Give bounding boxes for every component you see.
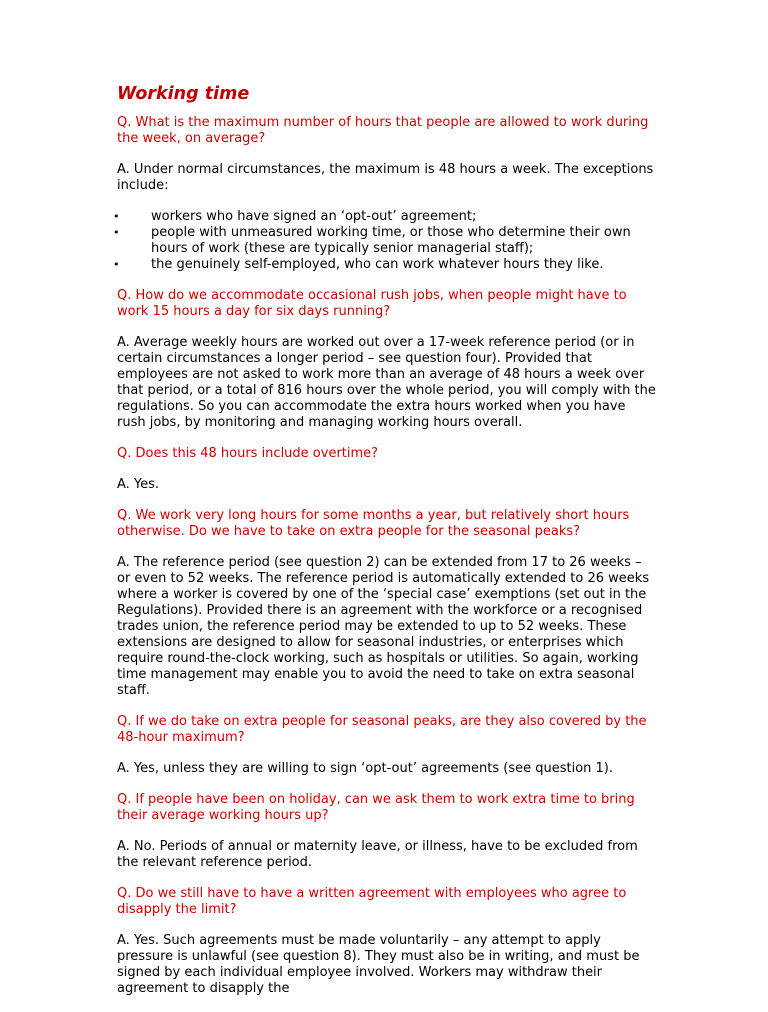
- question-5: Q. If we do take on extra people for seasonal peaks, are they also covered by the 48-hour maximum?: [117, 714, 647, 745]
- question-1: Q. What is the maximum number of hours that people are allowed to work during the week, on average?: [117, 115, 649, 146]
- list-item: • the genuinely self-employed, who can work whatever hours they like.: [117, 257, 657, 273]
- question-3: Q. Does this 48 hours include overtime?: [117, 446, 379, 461]
- document-title: Working time: [117, 84, 250, 104]
- question-2: Q. How do we accommodate occasional rush jobs, when people might have to work 15 hours a day for six days running?: [117, 288, 627, 319]
- answer-6: A. No. Periods of annual or maternity leave, or illness, have to be excluded from the relevant reference period.: [117, 839, 638, 870]
- answer-2: A. Average weekly hours are worked out over a 17-week reference period (or in certain circumstances a longer period – see question four). Provided that employees are not asked to work more than an average of 48 hours a week over that period, or a total of 816 hours over the whole period, you will comply with the regulations. So you can accommodate the extra hours worked when you have rush jobs, by monitoring and managing working hours overall.: [117, 335, 656, 430]
- question-6: Q. If people have been on holiday, can we ask them to work extra time to bring their average working hours up?: [117, 792, 635, 823]
- question-7: Q. Do we still have to have a written agreement with employees who agree to disapply the limit?: [117, 886, 627, 917]
- answer-3: A. Yes.: [117, 477, 160, 492]
- question-4: Q. We work very long hours for some months a year, but relatively short hours otherwise. Do we have to take on extra people for the seasonal peaks?: [117, 508, 630, 539]
- document-page: [117, 83, 657, 1012]
- answer-4: A. The reference period (see question 2) can be extended from 17 to 26 weeks – or even to 52 weeks. The reference period is automatically extended to 26 weeks where a worker is covered by one of the ‘special case’ exemptions (set out in the Regulations). Provided there is an agreement with the workforce or a recognised trades union, the reference period may be extended to up to 52 weeks. These extensions are designed to allow for seasonal industries, or enterprises which require round-the-clock working, such as hospitals or utilities. So again, working time management may enable you to avoid the need to take on extra seasonal staff.: [117, 555, 650, 698]
- list-item: • workers who have signed an ‘opt-out’ agreement;: [117, 209, 657, 225]
- answer-1: A. Under normal circumstances, the maximum is 48 hours a week. The exceptions include:: [117, 162, 654, 193]
- exceptions-list: [117, 209, 657, 273]
- list-item: • people with unmeasured working time, or those who determine their own hours of work (these are typically senior managerial staff);: [117, 225, 657, 257]
- answer-5: A. Yes, unless they are willing to sign ‘opt-out’ agreements (see question 1).: [117, 761, 613, 776]
- answer-7: A. Yes. Such agreements must be made voluntarily – any attempt to apply pressure is unlawful (see question 8). They must also be in writing, and must be signed by each individual employee involved. Workers may withdraw their agreement to disapply the: [117, 933, 640, 996]
